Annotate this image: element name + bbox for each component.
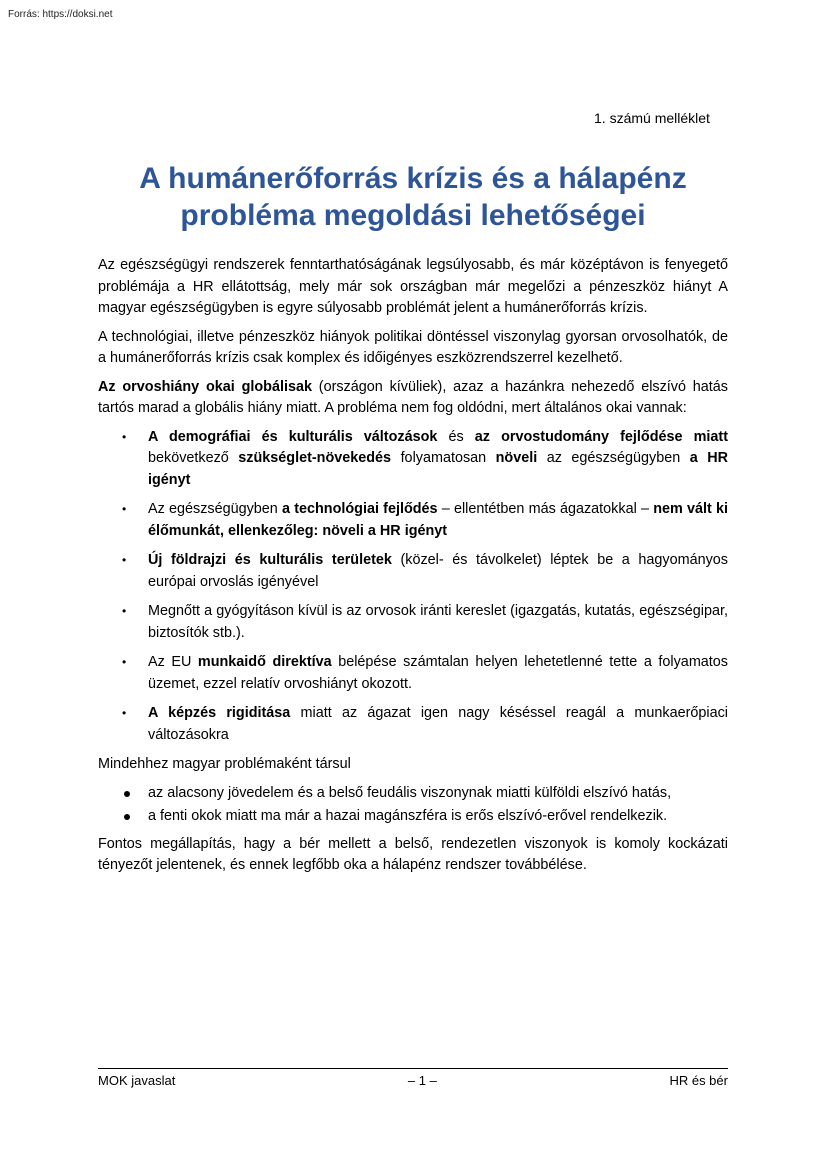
list-item-text: az alacsony jövedelem és a belső feudális viszonynak miatti külföldi elszívó hatás, [148, 784, 672, 801]
causes-lead: Az orvoshiány okai globálisak [98, 378, 312, 395]
causes-text: (országon kívüliek), azaz a hazánkra nehezedő elszívó hatás tartós marad a globális hiány miatt. A probléma nem fog oldódni, mert általános okai vannak: [98, 378, 728, 416]
intro-paragraph-1: Az egészségügyi rendszerek fenntarthatóságának legsúlyosabb, és már középtávon is fenyegető problémája a HR ellátottság, mely már sok országban már megelőzi a pénzeszköz hiányt A magyar egészségügyben is egyre súlyosabb problémát jelent a humánerőforrás krízis. [98, 257, 728, 316]
text-run: Az EU [148, 654, 198, 670]
list-item [98, 550, 728, 593]
bold-text-run: nem vált ki élőmunkát, ellenkezőleg: növeli a HR igényt [148, 501, 728, 539]
list-item [98, 499, 728, 542]
document-body [98, 255, 728, 884]
bullet-icon: • [122, 706, 127, 720]
list-item [98, 601, 728, 644]
bullet-icon: • [122, 553, 127, 567]
text-run: folyamatosan [391, 450, 496, 466]
text-run: miatt az ágazat igen nagy késéssel reagál a munkaerőpiaci változásokra [148, 705, 728, 743]
list-item [98, 783, 728, 805]
hungarian-problem-list [98, 783, 728, 828]
bold-text-run: a technológiai fejlődés [282, 501, 438, 517]
bullet-dot-icon [124, 814, 130, 820]
page-title: A humánerőforrás krízis és a hálapénz probléma megoldási lehetőségei [139, 162, 687, 232]
list-item [98, 806, 728, 828]
text-run: Megnőtt a gyógyításon kívül is az orvosok iránti kereslet (igazgatás, kutatás, egészségipar, biztosítók stb.). [148, 603, 728, 641]
footer-left: MOK javaslat [98, 1073, 176, 1088]
footer-right: HR és bér [669, 1073, 728, 1088]
bullet-icon: • [122, 655, 127, 669]
list-item [98, 652, 728, 695]
bullet-icon: • [122, 502, 127, 516]
bold-text-run: A képzés rigiditása [148, 705, 291, 721]
bold-text-run: A demográfiai és kulturális változások [148, 428, 438, 445]
list-item-text: a fenti okok miatt ma már a hazai magánszféra is erős elszívó-erővel rendelkezik. [148, 808, 668, 824]
causes-paragraph [98, 377, 728, 420]
footer-divider [98, 1068, 728, 1069]
conclusion-paragraph: Fontos megállapítás, hagy a bér mellett a belső, rendezetlen viszonyok is komoly kockázati tényezőt jelentenek, és ennek legfőbb oka a hálapénz rendszer továbbélése. [98, 835, 728, 873]
hungarian-intro: Mindehhez magyar problémaként társul [98, 756, 351, 772]
bold-text-run: Új földrajzi és kulturális területek [148, 552, 392, 568]
bullet-dot-icon [124, 791, 130, 797]
intro-paragraph-2: A technológiai, illetve pénzeszköz hiányok politikai döntéssel viszonylag gyorsan orvosolhatók, de a humánerőforrás krízis csak komplex és időigényes eszközrendszerrel kezelhető. [98, 328, 728, 366]
text-run: – ellentétben más ágazatokkal – [437, 501, 654, 517]
text-run: Az egészségügyben [148, 501, 283, 517]
annex-label: 1. számú melléklet [594, 110, 710, 126]
text-run: (közel- és távolkelet) léptek be a hagyományos európai orvoslás igényével [148, 552, 728, 590]
text-run: és [437, 428, 475, 445]
page-number: – 1 – [407, 1073, 437, 1088]
text-run: az egészségügyben [537, 450, 690, 466]
cause-list [98, 427, 728, 747]
bold-text-run: szükséglet-növekedés [238, 450, 392, 466]
bold-text-run: munkaidő direktíva [197, 654, 332, 670]
text-run: belépése számtalan helyen lehetetlenné tette a folyamatos üzemet, ezzel relatív orvoshiányt okozott. [148, 654, 729, 692]
list-item [98, 703, 728, 746]
source-note: Forrás: https://doksi.net [8, 9, 113, 20]
list-item [98, 427, 728, 492]
bullet-icon: • [122, 429, 127, 444]
bold-text-run: növeli [495, 450, 538, 466]
bold-text-run: a HR igényt [148, 450, 728, 488]
bullet-icon: • [122, 604, 127, 618]
page-footer [98, 1073, 728, 1088]
text-run: bekövetkező [148, 450, 239, 466]
bold-text-run: az orvostudomány fejlődése miatt [474, 428, 728, 445]
